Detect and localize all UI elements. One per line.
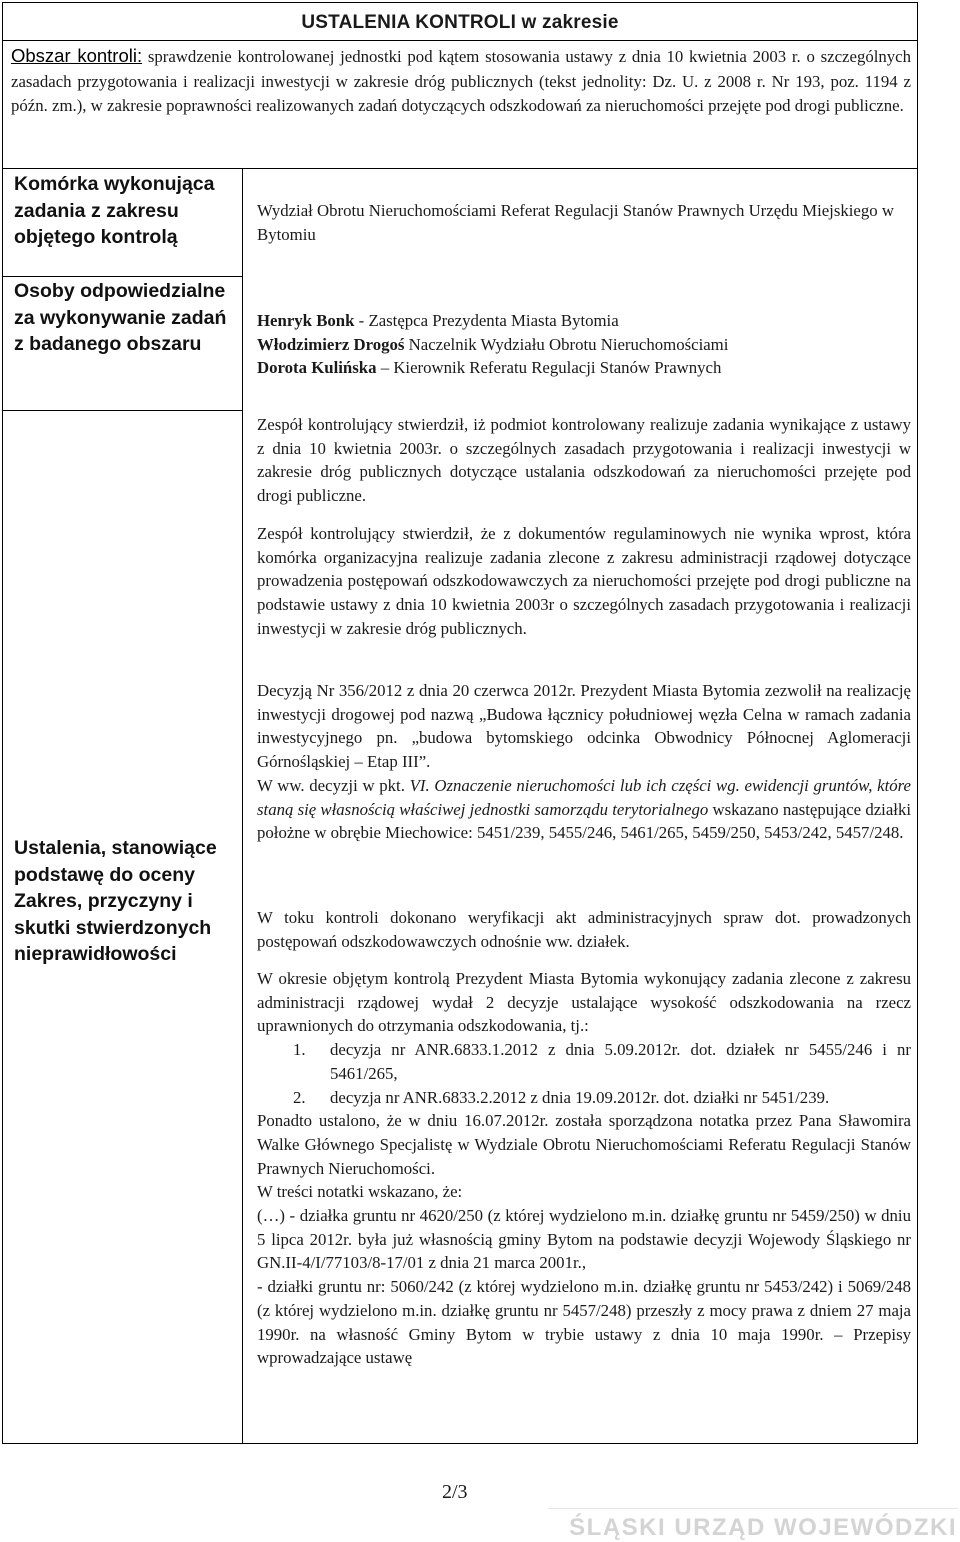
person-role: Naczelnik Wydziału Obrotu Nieruchomościami [408, 334, 729, 354]
findings-p4-italic: VI. Oznaczenie nieruchomości lub ich części wg. ewidencji gruntów, które staną się własnością właściwej jednostki samorządu terytorialnego [257, 775, 911, 819]
findings-p4-suffix: wskazano następujące działki położne w obrębie Miechowice: 5451/239, 5455/246, 5461/265, 5459/250, 5453/242, 5457/248. [257, 799, 911, 843]
persons-list [257, 309, 911, 380]
unit-label: Komórka wykonująca zadania z zakresu objętego kontrolą [14, 173, 215, 248]
person-row [257, 356, 911, 380]
findings-paragraph-2: Zespół kontrolujący stwierdził, że z dokumentów regulaminowych nie wynika wprost, która komórka organizacyjna realizuje zadania zlecone z zakresu administracji rządowej dotyczące prowadzenia postępowań odszkodowawczych za nieruchomości przejęte pod drogi publiczne na podstawie ustawy z dnia 10 kwietnia 2003r o szczególnych zasadach przygotowania i realizacji inwestycji w zakresie dróg publicznych. [257, 524, 911, 638]
person-sep: - [354, 311, 369, 330]
findings-paragraph-6: W okresie objętym kontrolą Prezydent Miasta Bytomia wykonujący zadania zlecone z zakresu administracji rządowej wydał 2 decyzje ustalające wysokość odszkodowania na rzecz uprawnionych do otrzymania odszkodowania, tj.: [257, 969, 911, 1036]
left-row-divider-2 [3, 410, 243, 411]
decision-list-item [257, 1086, 911, 1110]
findings-label: Ustalenia, stanowiące podstawę do oceny Zakres, przyczyny i skutki stwierdzonych nieprawidłowości [14, 837, 217, 965]
findings-paragraph-7: Ponadto ustalono, że w dniu 16.07.2012r. została sporządzona notatka przez Pana Sławomira Walke Głównego Specjalistę w Wydziale Obrotu Nieruchomościami Referatu Regulacji Stanów Prawnych Nieruchomości. [257, 1111, 911, 1178]
person-sep: – [376, 358, 394, 378]
control-area-paragraph [11, 44, 911, 119]
findings-paragraph-5: W toku kontroli dokonano weryfikacji akt administracyjnych spraw dot. prowadzonych postępowań odszkodowawczych odnośnie ww. działek. [257, 908, 911, 951]
person-row [257, 333, 911, 357]
findings-block [257, 679, 911, 845]
findings-paragraph-9: (…) - działka gruntu nr 4620/250 (z której wydzielono m.in. działkę gruntu nr 5459/250) w dniu 5 lipca 2012r. była już własnością gminy Bytom na podstawie decyzji Wojewody Śląskiego nr GN.II-4/I/77103/8-17/01 z dnia 21 marca 2001r., [257, 1206, 911, 1273]
document-table [2, 2, 918, 1444]
control-area-label: Obszar kontroli: [11, 45, 143, 66]
control-area-row [3, 41, 917, 169]
findings-block-2 [257, 967, 911, 1370]
list-text: decyzja nr ANR.6833.1.2012 z dnia 5.09.2012r. dot. działek nr 5455/246 i nr 5461/265, [330, 1040, 911, 1083]
control-area-text: sprawdzenie kontrolowanej jednostki pod kątem stosowania ustawy z dnia 10 kwietnia 2003 r. o szczególnych zasadach przygotowania i realizacji inwestycji w zakresie dróg publicznych (tekst jednolity: Dz. U. z 2008 r. Nr 193, poz. 1194 z późn. zm.), w zakresie poprawności realizowanych zadań dotyczących odszkodowań za nieruchomości przejęte pod drogi publiczne. [11, 47, 912, 116]
findings-paragraph-4 [257, 774, 911, 845]
findings-paragraph-3: Decyzją Nr 356/2012 z dnia 20 czerwca 2012r. Prezydent Miasta Bytomia zezwolił na realizację inwestycji drogowej pod nazwą „Budowa łącznicy południowej węzła Celna w ramach zadania inwestycyjnego pn. „budowa bytomskiego odcinka Obwodnicy Północnej Aglomeracji Górnośląskiej – Etap III”. [257, 681, 911, 772]
person-role: Zastępca Prezydenta Miasta Bytomia [368, 311, 619, 330]
list-number: 1. [293, 1040, 306, 1060]
findings-p4-prefix: W ww. decyzji w pkt. [257, 775, 410, 795]
watermark-rule [548, 1508, 958, 1509]
left-row-divider-1 [3, 276, 243, 277]
findings-paragraph-8: W treści notatki wskazano, że: [257, 1182, 463, 1202]
person-name: Henryk Bonk [257, 311, 355, 330]
header-row [3, 3, 917, 41]
person-name: Włodzimierz Drogoś [257, 334, 405, 354]
findings-paragraph-10: - działki gruntu nr: 5060/242 (z której wydzielono m.in. działkę gruntu nr 5453/242) i 5069/248 (z której wydzielono m.in. działkę gruntu nr 5457/248) przeszły z mocy prawa z dniem 27 maja 1990r. na własność Gminy Bytom w trybie ustawy z dnia 10 maja 1990r. – Przepisy wprowadzające ustawę [257, 1277, 911, 1368]
document-title: USTALENIA KONTROLI w zakresie [301, 12, 619, 33]
person-role: Kierownik Referatu Regulacji Stanów Prawnych [393, 358, 722, 378]
persons-label: Osoby odpowiedzialne za wykonywanie zadań z badanego obszaru [14, 280, 227, 355]
watermark: ŚLĄSKI URZĄD WOJEWÓDZKI [569, 1514, 957, 1541]
unit-value: Wydział Obrotu Nieruchomościami Referat Regulacji Stanów Prawnych Urzędu Miejskiego w Bytomiu [257, 201, 894, 244]
column-divider [242, 169, 243, 1444]
person-row [257, 309, 911, 333]
decision-list-item [257, 1038, 911, 1085]
findings-paragraph-1: Zespół kontrolujący stwierdził, iż podmiot kontrolowany realizuje zadania wynikające z ustawy z dnia 10 kwietnia 2003r. o szczególnych zasadach przygotowania i realizacji inwestycji w zakresie dróg publicznych dotyczące ustalania odszkodowań za nieruchomości przejęte pod drogi publiczne. [257, 415, 911, 506]
page-number: 2/3 [442, 1481, 468, 1503]
list-text: decyzja nr ANR.6833.2.2012 z dnia 19.09.2012r. dot. działki nr 5451/239. [330, 1087, 830, 1107]
person-name: Dorota Kulińska [257, 358, 377, 378]
list-number: 2. [293, 1087, 306, 1107]
